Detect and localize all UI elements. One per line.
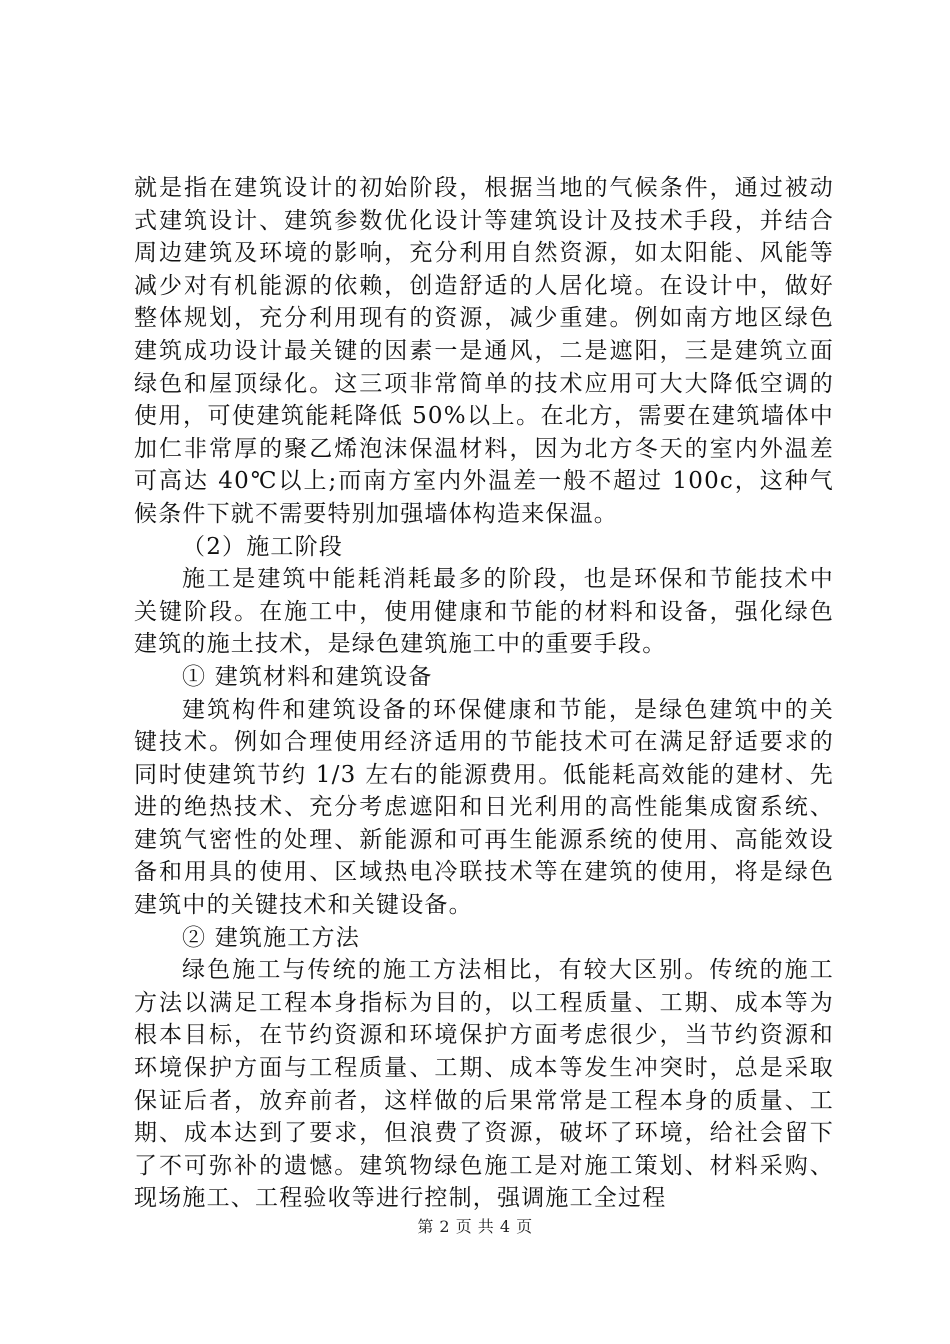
paragraph-construction-intro: 施工是建筑中能耗消耗最多的阶段，也是环保和节能技术中关键阶段。在施工中，使用健康和节能的材料和设备，强化绿色建筑的施土技术，是绿色建筑施工中的重要手段。: [134, 566, 834, 658]
heading-materials-equipment: ① 建筑材料和建筑设备: [182, 663, 433, 690]
heading-construction-methods: ② 建筑施工方法: [182, 924, 360, 951]
page-number-footer: 第 2 页 共 4 页: [417, 1217, 533, 1236]
document-body: [134, 172, 834, 1215]
paragraph-design-stage: 就是指在建筑设计的初始阶段，根据当地的气候条件，通过被动式建筑设计、建筑参数优化设计等建筑设计及技术手段，并结合周边建筑及环境的影响，充分利用自然资源，如太阳能、风能等减少对有机能源的依赖，创造舒适的人居化境。在设计中，做好整体规划，充分利用现有的资源，减少重建。例如南方地区绿色建筑成功设计最关键的因素一是通风，二是遮阳，三是建筑立面绿色和屋顶绿化。这三项非常简单的技术应用可大大降低空调的使用，可使建筑能耗降低 50%以上。在北方，需要在建筑墙体中加仁非常厚的聚乙烯泡沫保温材料，因为北方冬天的室内外温差可高达 40℃以上;而南方室内外温差一般不超过 100c，这种气候条件下就不需要特别加强墙体构造来保温。: [134, 175, 834, 527]
heading-construction-stage: （2）施工阶段: [182, 533, 344, 560]
paragraph-construction-methods: 绿色施工与传统的施工方法相比，有较大区别。传统的施工方法以满足工程本身指标为目的，以工程质量、工期、成本等为根本目标，在节约资源和环境保护方面考虑很少，当节约资源和环境保护方面与工程质量、工期、成本等发生冲突时，总是采取保证后者，放弃前者，这样做的后果常常是工程本身的质量、工期、成本达到了要求，但浪费了资源，破坏了环境，给社会留下了不可弥补的遗憾。建筑物绿色施工是对施工策划、材料采购、现场施工、工程验收等进行控制，强调施工全过程: [134, 957, 834, 1212]
paragraph-materials-equipment: 建筑构件和建筑设备的环保健康和节能，是绿色建筑中的关键技术。例如合理使用经济适用的节能技术可在满足舒适要求的同时使建筑节约 1/3 左右的能源费用。低能耗高效能的建材、先进的绝热技术、充分考虑遮阳和日光利用的高性能集成窗系统、建筑气密性的处理、新能源和可再生能源系统的使用、高能效设备和用具的使用、区域热电冷联技术等在建筑的使用，将是绿色建筑中的关键技术和关键设备。: [134, 696, 834, 919]
